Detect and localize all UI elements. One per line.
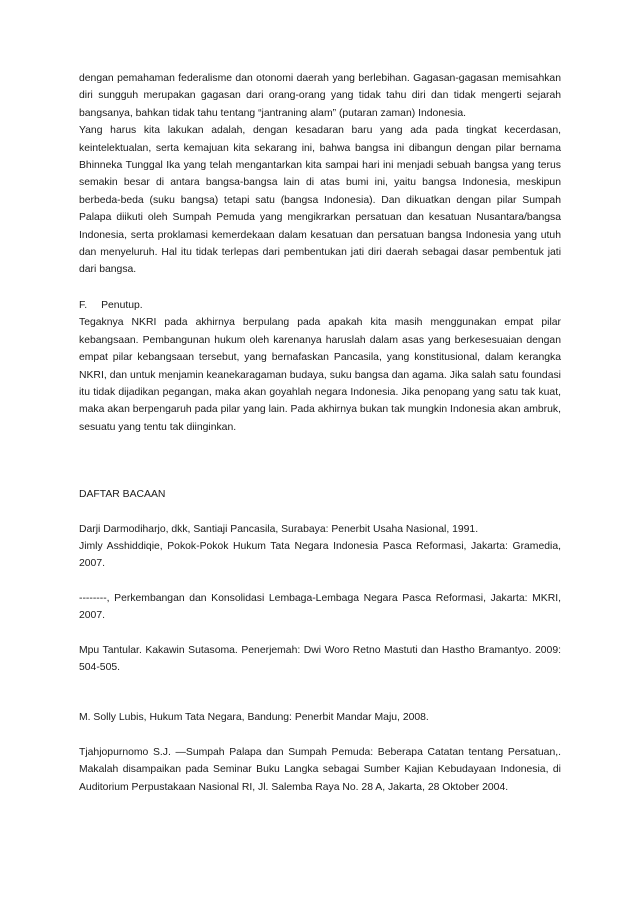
document-page: [79, 70, 561, 796]
reference-item: Darji Darmodiharjo, dkk, Santiaji Pancasila, Surabaya: Penerbit Usaha Nasional, 1991.: [79, 523, 479, 535]
spacer: [79, 573, 561, 590]
section-heading-penutup: [79, 297, 561, 314]
paragraph-bhinneka: Yang harus kita lakukan adalah, dengan kesadaran baru yang ada pada tingkat kecerdasan, keintelektualan, serta kemajuan kita sekarang ini, bahwa bangsa ini dibangun dengan pilar bernama Bhinneka Tunggal Ika yang telah mengantarkan kita sampai hari ini menjadi sebuah bangsa yang terus semakin besar di antara bangsa-bangsa lain di atas bumi ini, yaitu bangsa Indonesia, meskipun berbeda-beda (suku bangsa) tetapi satu (bangsa Indonesia). Dan dikuatkan dengan pilar Sumpah Palapa diikuti oleh Sumpah Pemuda yang mengikrarkan persatuan dan kesatuan Nusantara/bangsa Indonesia, serta proklamasi kemerdekaan dalam kesatuan dan persatuan bangsa Indonesia yang utuh dan menyeluruh. Hal itu tidak terlepas dari pembentukan jati diri daerah sebagai dasar pembentuk jati dari bangsa.: [79, 125, 561, 276]
reference-item: Mpu Tantular. Kakawin Sutasoma. Penerjemah: Dwi Woro Retno Mastuti dan Hastho Bramantyo. 2009: 504-505.: [79, 644, 561, 673]
section-title: Penutup.: [101, 299, 143, 311]
spacer: [79, 625, 561, 642]
spacer: [79, 279, 561, 297]
spacer: [79, 504, 561, 521]
spacer: [79, 676, 561, 709]
paragraph-federalism: dengan pemahaman federalisme dan otonomi daerah yang berlebihan. Gagasan-gagasan memisahkan diri sungguh merupakan gagasan dari orang-orang yang tidak tahu diri dan tidak mengerti sejarah bangsanya, bahkan tidak tahu tentang “jantraning alam” (putaran zaman) Indonesia.: [79, 73, 561, 119]
spacer: [79, 436, 561, 486]
spacer: [79, 727, 561, 744]
section-label: F.: [79, 299, 88, 311]
bibliography-heading: DAFTAR BACAAN: [79, 489, 166, 501]
reference-item: --------, Perkembangan dan Konsolidasi Lembaga-Lembaga Negara Pasca Reformasi, Jakarta: MKRI, 2007.: [79, 592, 561, 622]
reference-item: Jimly Asshiddiqie, Pokok-Pokok Hukum Tata Negara Indonesia Pasca Reformasi, Jakarta: Gramedia, 2007.: [79, 540, 561, 570]
reference-item: Tjahjopurnomo S.J. —Sumpah Palapa dan Sumpah Pemuda: Beberapa Catatan tentang Persatuan,. Makalah disampaikan pada Seminar Buku Langka sebagai Sumber Kajian Kebudayaan Indonesia, di Auditorium Perpustakaan Nasional RI, Jl. Salemba Raya No. 28 A, Jakarta, 28 Oktober 2004.: [79, 746, 561, 793]
paragraph-penutup: Tegaknya NKRI pada akhirnya berpulang pada apakah kita masih menggunakan empat pilar kebangsaan. Pembangunan hukum oleh karenanya haruslah dalam asas yang berkesesuaian dengan empat pilar kebangsaan tersebut, yang bernafaskan Pancasila, yang konstitusional, dalam kerangka NKRI, dan untuk menjamin keanekaragaman budaya, suku bangsa dan agama. Jika salah satu foundasi itu tidak dijadikan pegangan, maka akan goyahlah negara Indonesia. Jika penopang yang satu tak kuat, maka akan berpengaruh pada pilar yang lain. Pada akhirnya bukan tak mungkin Indonesia akan ambruk, sesuatu yang tentu tak diinginkan.: [79, 317, 561, 433]
reference-item: M. Solly Lubis, Hukum Tata Negara, Bandung: Penerbit Mandar Maju, 2008.: [79, 712, 429, 724]
